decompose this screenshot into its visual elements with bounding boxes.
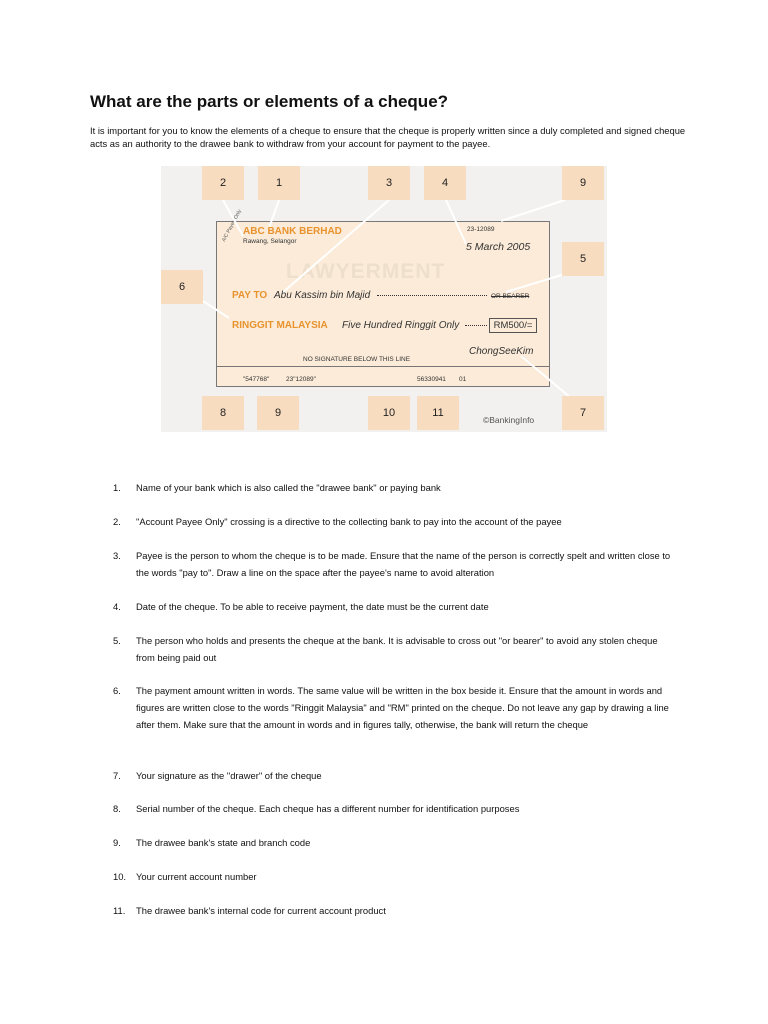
list-item-number: 11.	[113, 905, 126, 916]
intro-paragraph: It is important for you to know the elements of a cheque to ensure that the cheque is properly written since a duly completed and signed cheque acts as an authority to the drawee bank to withdraw from your account for payment to the payee.	[90, 125, 686, 149]
list-item-text: Name of your bank which is also called the "drawee bank" or paying bank	[136, 482, 441, 493]
list-item-text: Serial number of the cheque. Each cheque has a different number for identification purposes	[136, 803, 520, 814]
ringgit-label: RINGGIT MALAYSIA	[232, 320, 328, 331]
callout-badge-2: 2	[202, 166, 244, 200]
callout-badge-11: 11	[417, 396, 459, 430]
list-item-number: 6.	[113, 685, 121, 696]
list-item-text: The person who holds and presents the cheque at the bank. It is advisable to cross out "or bearer" to avoid any stolen cheque from being paid out	[136, 635, 658, 663]
callout-badge-9-top: 9	[562, 166, 604, 200]
list-item-text: The payment amount written in words. The same value will be written in the box beside it. Ensure that the amount in words and figures are written close to the words "Ringgit Malaysia" and "RM" printed on the cheque. Do not leave any gap by drawing a line after them. Make sure that the amount in words and in figures tally, otherwise, the bank will return the cheque	[136, 685, 669, 730]
crossing-stamp: A/C Payee Only	[221, 208, 244, 243]
list-item-text: Your current account number	[136, 871, 257, 882]
callout-badge-5: 5	[562, 242, 604, 276]
cheque-date: 5 March 2005	[466, 241, 531, 253]
list-item-number: 1.	[113, 482, 121, 493]
amount-in-words: Five Hundred Ringgit Only	[342, 320, 460, 331]
watermark: LAWYERMENT	[286, 260, 446, 283]
amount-dotted-line	[465, 317, 487, 326]
cheque-diagram	[161, 166, 607, 432]
callout-badge-6: 6	[161, 270, 203, 304]
image-credit: ©BankingInfo	[483, 415, 535, 425]
list-item-text: Payee is the person to whom the cheque is to be made. Ensure that the name of the person is correctly spelt and written close to the words "pay to". Draw a line on the space after the payee's name to avoid alteration	[136, 550, 671, 578]
branch-code: 23-12089	[467, 226, 495, 233]
list-item-number: 8.	[113, 803, 121, 814]
micr-branch-code: 23"12089"	[286, 376, 316, 383]
list-item-number: 7.	[113, 770, 121, 781]
micr-product-code: 01	[459, 376, 467, 383]
no-signature-note: NO SIGNATURE BELOW THIS LINE	[303, 356, 411, 363]
page-title: What are the parts or elements of a cheque?	[90, 92, 449, 111]
list-item-number: 10.	[113, 871, 127, 882]
callout-badge-3: 3	[368, 166, 410, 200]
callout-badge-9-bottom: 9	[257, 396, 299, 430]
list-item-text: Your signature as the "drawer" of the cheque	[136, 770, 322, 781]
list-item-number: 2.	[113, 516, 121, 527]
list-item-number: 3.	[113, 550, 121, 561]
amount-in-figures: RM500/=	[489, 318, 537, 333]
callout-badge-10: 10	[368, 396, 410, 430]
list-item-number: 5.	[113, 635, 121, 646]
micr-account-number: 56330941	[417, 376, 446, 383]
or-bearer-crossed: OR BEARER	[491, 293, 530, 300]
list-item-text: "Account Payee Only" crossing is a directive to the collecting bank to pay into the account of the payee	[136, 516, 562, 527]
pay-to-label: PAY TO	[232, 290, 268, 301]
payee-name: Abu Kassim bin Majid	[274, 290, 371, 301]
callout-badge-4: 4	[424, 166, 466, 200]
micr-serial-number: "547768"	[243, 376, 270, 383]
payee-dotted-line	[377, 287, 487, 296]
callout-badge-7: 7	[562, 396, 604, 430]
callout-badge-1: 1	[258, 166, 300, 200]
list-item-text: Date of the cheque. To be able to receive payment, the date must be the current date	[136, 601, 489, 612]
list-item-number: 9.	[113, 837, 121, 848]
list-item-text: The drawee bank's state and branch code	[136, 837, 311, 848]
callout-badge-8: 8	[202, 396, 244, 430]
list-item-number: 4.	[113, 601, 121, 612]
bank-name: ABC BANK BERHAD	[243, 226, 342, 237]
list-item-text: The drawee bank's internal code for current account product	[136, 905, 386, 916]
drawer-signature: ChongSeeKim	[469, 346, 534, 357]
bank-branch: Rawang, Selangor	[243, 238, 297, 245]
